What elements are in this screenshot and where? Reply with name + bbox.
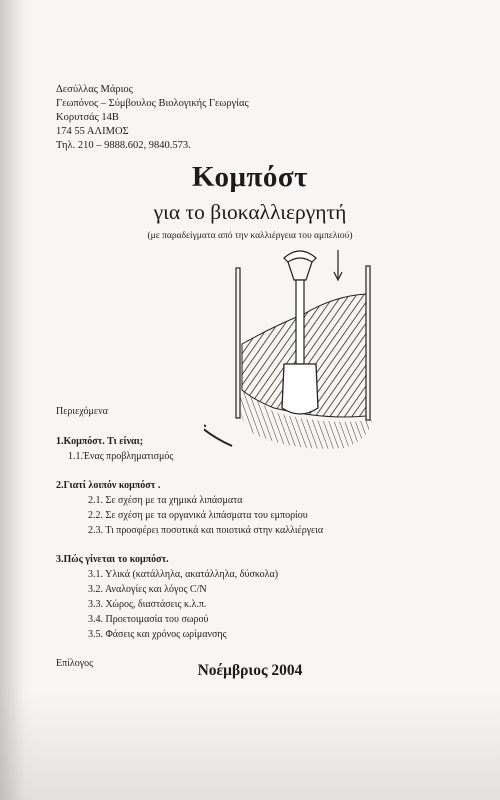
document-subtitle: για το βιοκαλλιεργητή: [153, 200, 347, 224]
scan-shadow-bottom: [0, 690, 500, 800]
toc-item-2-2: 2.2. Σε σχέση με τα οργανικά λιπάσματα του εμπορίου: [88, 510, 308, 521]
toc-epilogue: Επίλογος: [56, 658, 94, 669]
toc-item-3-4: 3.4. Προετοιμασία του σωρού: [88, 614, 209, 625]
shovel-shaft: [296, 280, 304, 364]
toc-section-3: 3.Πώς γίνεται το κομπόστ.: [56, 554, 169, 565]
toc: [56, 404, 323, 671]
document-date: Νοέμβριος 2004: [197, 662, 303, 679]
toc-section-1: 1.Κομπόστ. Τι είναι;: [56, 436, 144, 447]
toc-item-1-1: 1.1.Ένας προβληματισμός: [68, 451, 174, 462]
toc-item-3-1: 3.1. Υλικά (κατάλληλα, ακατάλληλα, δύσκολα): [88, 569, 279, 580]
author-role: Γεωπόνος – Σύμβουλος Βιολογικής Γεωργίας: [56, 98, 249, 109]
author-city: 174 55 ΑΛΙΜΟΣ: [56, 126, 129, 137]
toc-item-3-3: 3.3. Χώρος, διαστάσεις κ.λ.π.: [88, 599, 207, 610]
toc-item-2-3: 2.3. Τι προσφέρει ποσοτικά και ποιοτικά στην καλλιέργεια: [88, 525, 324, 536]
author-phone: Τηλ. 210 – 9888.602, 9840.573.: [56, 140, 191, 151]
document-note: (με παραδείγματα από την καλλιέργεια του αμπελιού): [147, 231, 353, 241]
fence-post-left: [236, 268, 240, 418]
toc-heading: Περιεχόμενα: [56, 406, 108, 417]
toc-item-3-2: 3.2. Αναλογίες και λόγος C/N: [88, 584, 207, 595]
toc-section-2: 2.Γιατί λοιπόν κομπόστ .: [56, 480, 161, 491]
author-name: Δεσύλλας Μάριος: [56, 84, 133, 95]
shovel-grip: [284, 251, 316, 262]
scan-shadow-left: [0, 0, 34, 800]
author-street: Κορυτσάς 14Β: [56, 112, 119, 123]
fence-post-right: [366, 266, 370, 420]
toc-item-3-5: 3.5. Φάσεις και χρόνος ωρίμανσης: [88, 629, 227, 640]
toc-item-2-1: 2.1. Σε σχέση με τα χημικά λιπάσματα: [88, 495, 243, 506]
author-block: [56, 83, 249, 153]
document-title: Κομπόστ: [192, 161, 308, 193]
